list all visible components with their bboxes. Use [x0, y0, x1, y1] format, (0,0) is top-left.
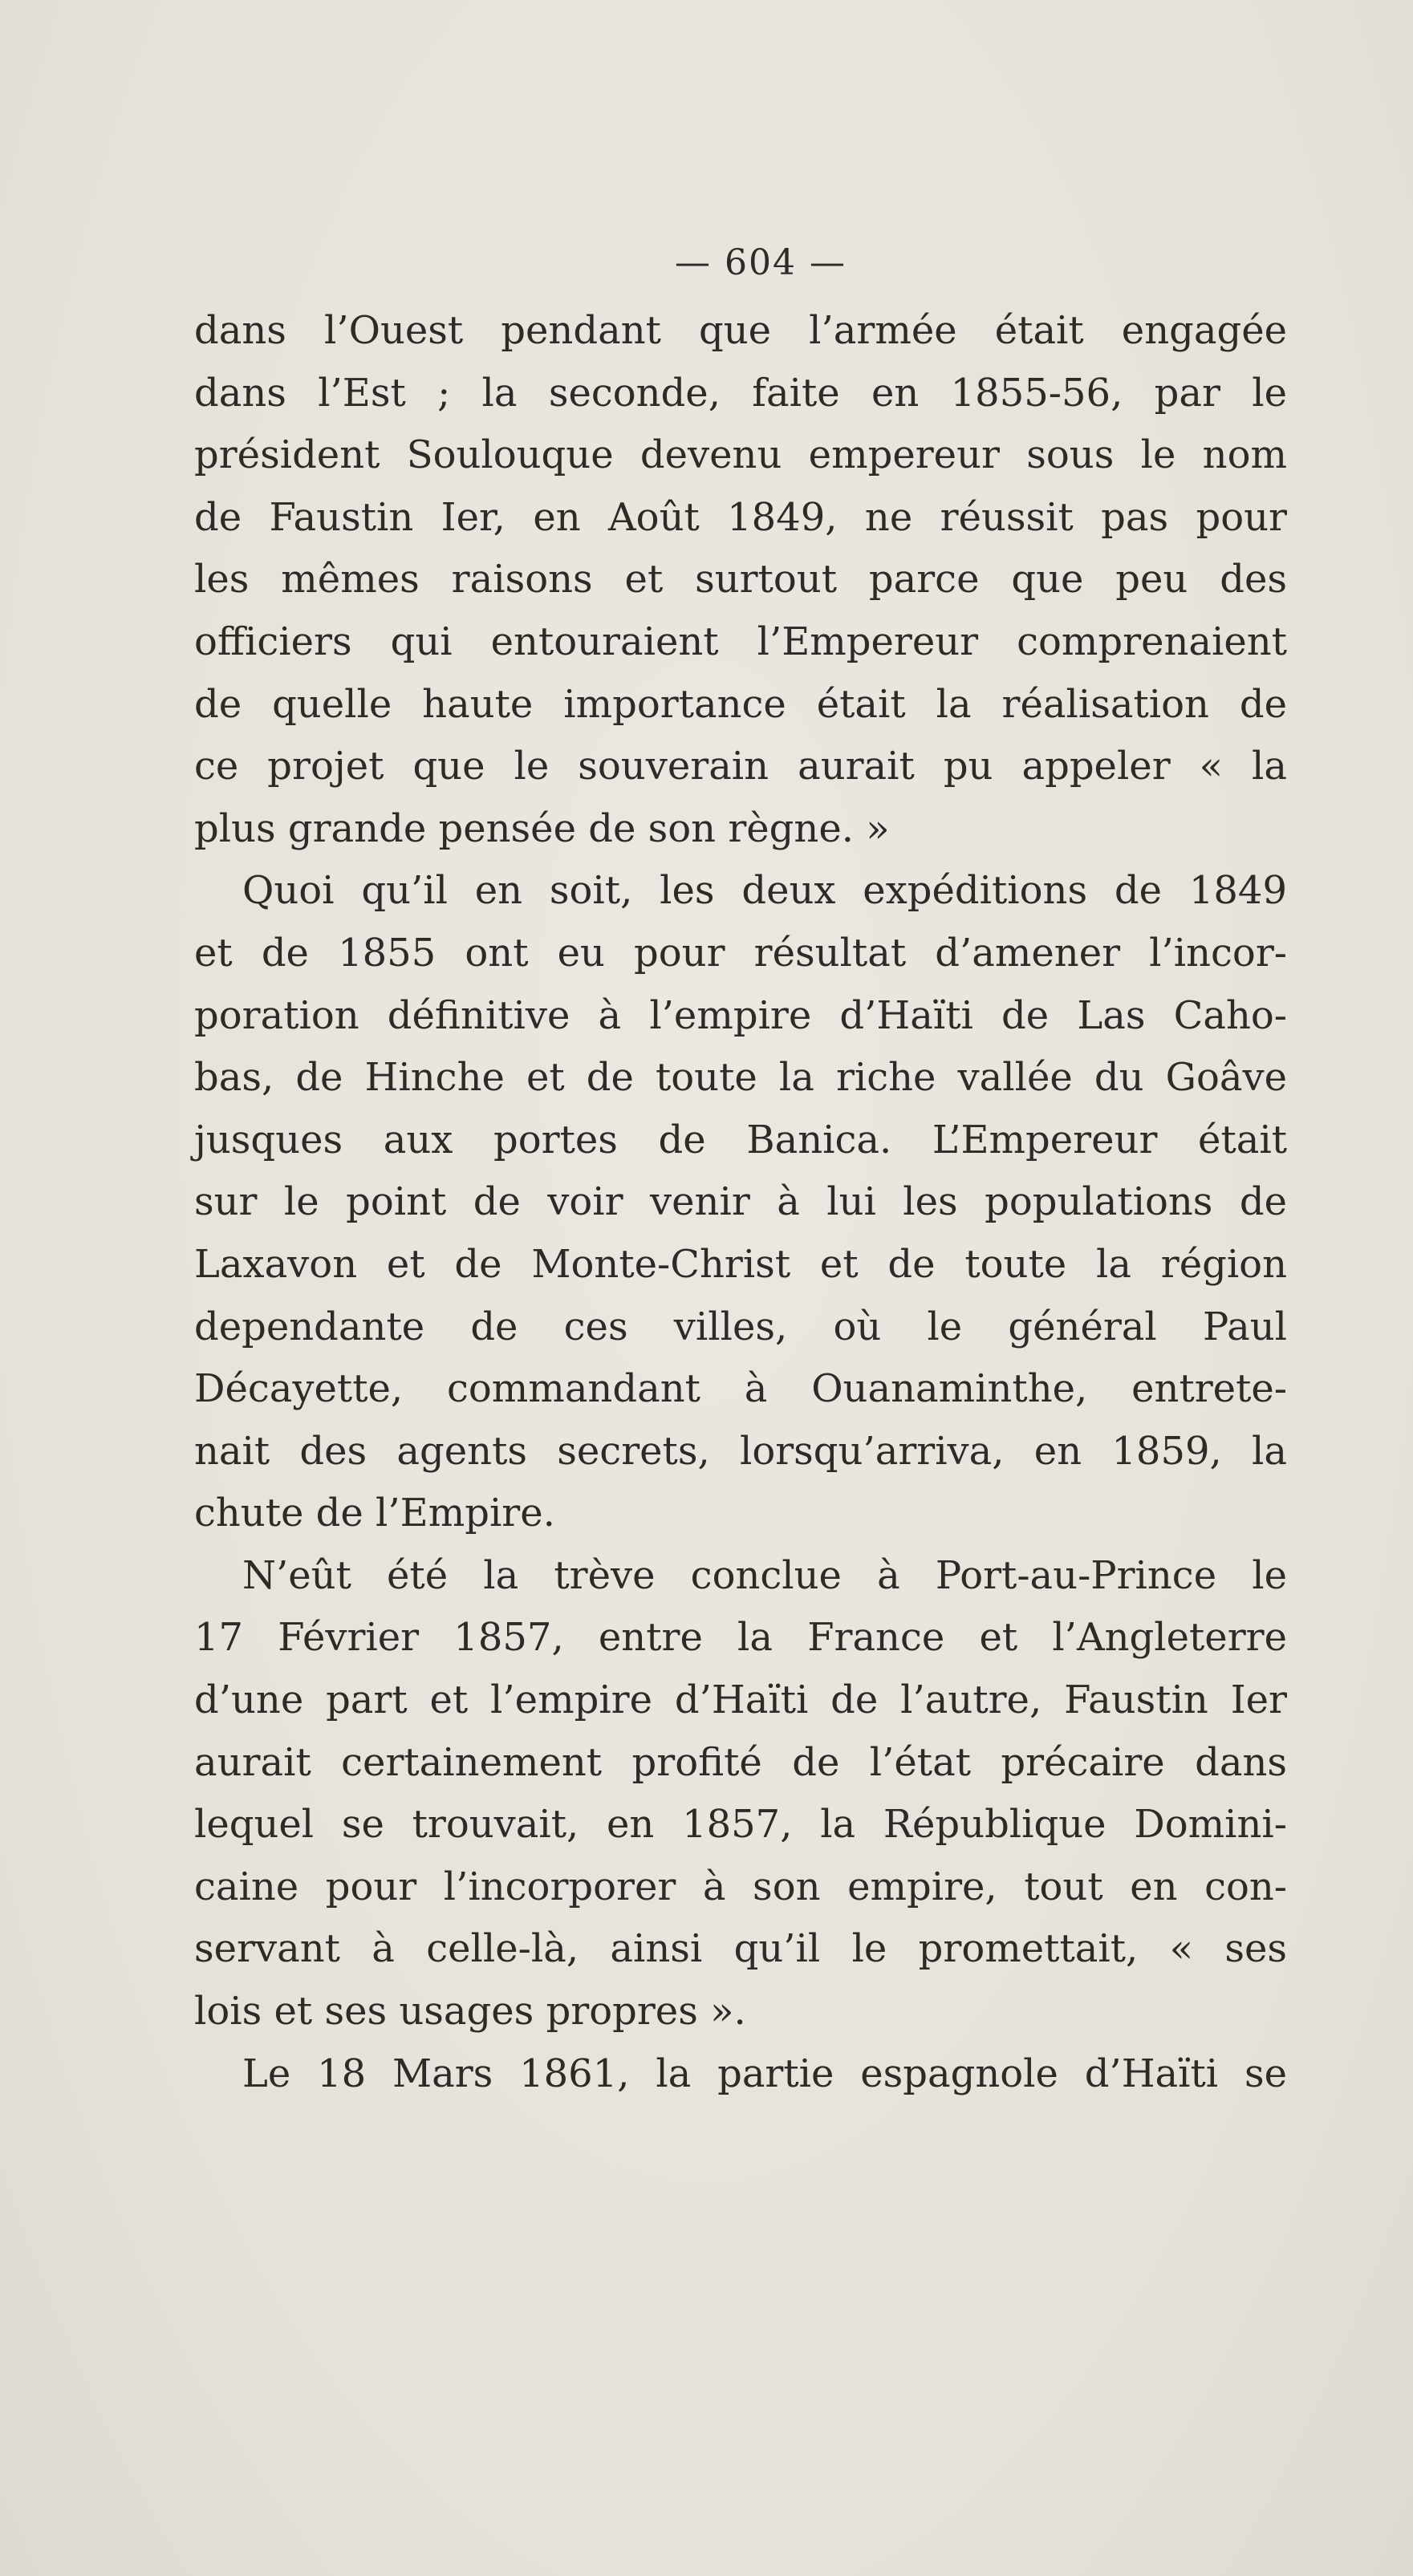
- text-line: jusques aux portes de Banica. L’Empereur était: [194, 1117, 1287, 1162]
- text-line: dans l’Est ; la seconde, faite en 1855-56, par le: [194, 370, 1287, 416]
- text-line: aurait certainement profité de l’état précaire dans: [194, 1739, 1287, 1785]
- text-line: 17 Février 1857, entre la France et l’Angleterre: [194, 1615, 1287, 1661]
- text-line: caine pour l’incorporer à son empire, tout en con-: [194, 1864, 1287, 1909]
- page-number: — 604 —: [675, 242, 847, 283]
- text-line: sur le point de voir venir à lui les populations de: [194, 1179, 1287, 1225]
- text-line: officiers qui entouraient l’Empereur comprenaient: [194, 619, 1287, 664]
- text-line: N’eût été la trève conclue à Port-au-Prince le: [242, 1552, 1287, 1598]
- text-line: chute de l’Empire.: [194, 1491, 555, 1536]
- text-line: Quoi qu’il en soit, les deux expéditions de 1849: [242, 868, 1287, 914]
- text-block: [194, 234, 1287, 2105]
- text-line: de Faustin Ier, en Août 1849, ne réussit pas pour: [194, 494, 1287, 540]
- text-line: lequel se trouvait, en 1857, la République Domini-: [194, 1802, 1287, 1848]
- text-line: de quelle haute importance était la réalisation de: [194, 681, 1287, 727]
- text-line: les mêmes raisons et surtout parce que peu des: [194, 557, 1287, 602]
- text-line: Laxavon et de Monte-Christ et de toute la région: [194, 1241, 1287, 1287]
- text-line: président Soulouque devenu empereur sous le nom: [194, 432, 1287, 478]
- text-line: et de 1855 ont eu pour résultat d’amener l’incor-: [194, 930, 1287, 976]
- text-line: ce projet que le souverain aurait pu appeler « la: [194, 744, 1287, 789]
- text-line: dependante de ces villes, où le général Paul: [194, 1304, 1287, 1349]
- text-line: servant à celle-là, ainsi qu’il le promettait, « ses: [194, 1926, 1287, 1972]
- text-line: lois et ses usages propres ».: [194, 1989, 746, 2034]
- text-line: plus grande pensée de son règne. »: [194, 805, 890, 851]
- text-line: Le 18 Mars 1861, la partie espagnole d’Haïti se: [242, 2051, 1287, 2096]
- text-line: dans l’Ouest pendant que l’armée était engagée: [194, 308, 1287, 353]
- text-line: poration définitive à l’empire d’Haïti de Las Caho-: [194, 992, 1287, 1038]
- text-line: nait des agents secrets, lorsqu’arriva, en 1859, la: [194, 1428, 1287, 1474]
- text-line: d’une part et l’empire d’Haïti de l’autre, Faustin Ier: [194, 1677, 1287, 1723]
- text-line: Décayette, commandant à Ouanaminthe, entrete-: [194, 1366, 1287, 1412]
- text-line: bas, de Hinche et de toute la riche vallée du Goâve: [194, 1055, 1287, 1101]
